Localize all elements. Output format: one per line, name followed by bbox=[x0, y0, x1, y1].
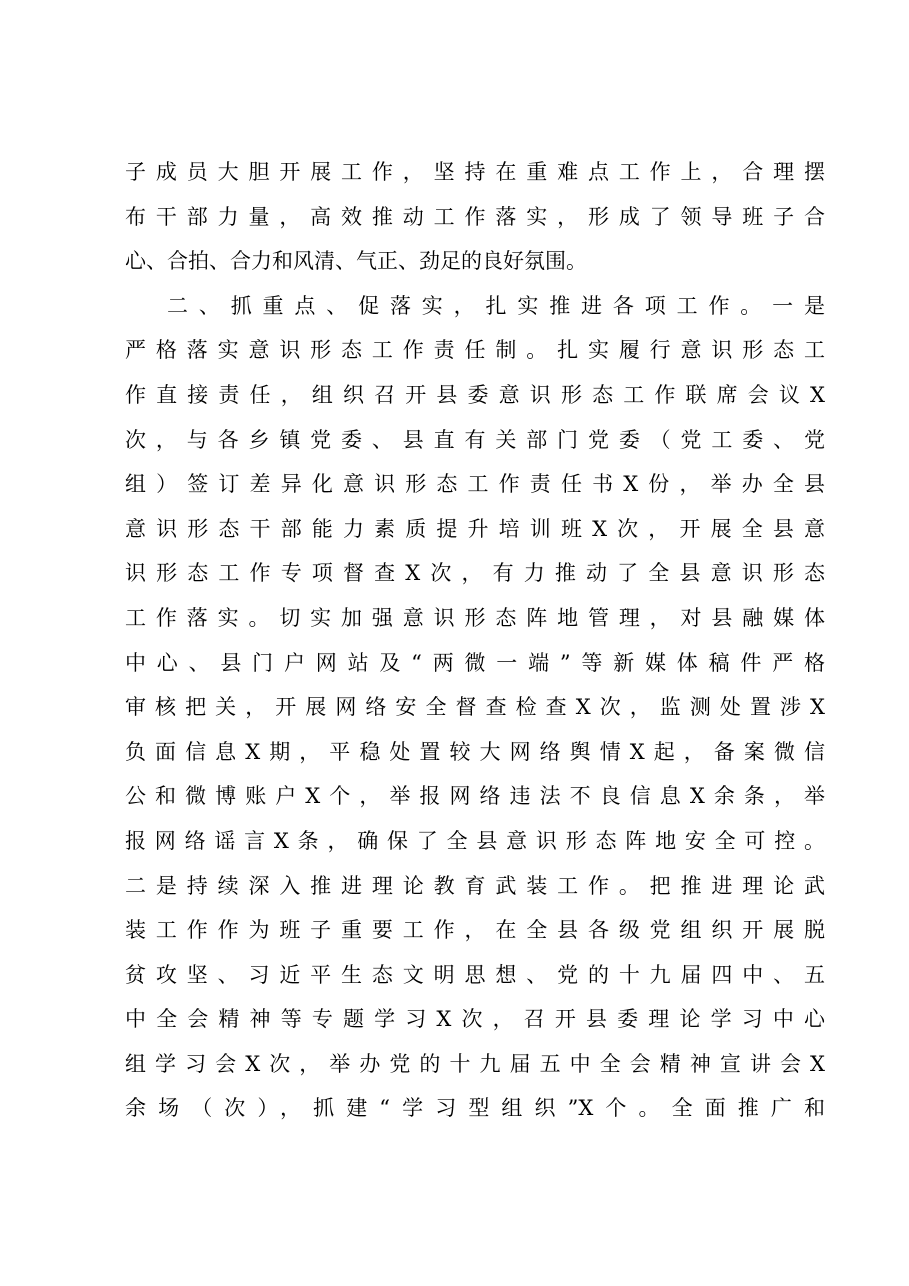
text-line: 报网络谣言X条，确保了全县意识形态阵地安全可控。 bbox=[125, 828, 825, 853]
text-line: 心、合拍、合力和风清、气正、劲足的良好氛围。 bbox=[125, 249, 587, 274]
text-line: 严格落实意识形态工作责任制。扎实履行意识形态工 bbox=[125, 338, 825, 363]
text-line: 工作落实。切实加强意识形态阵地管理，对县融媒体 bbox=[125, 605, 825, 630]
text-line: 公和微博账户X个，举报网络违法不良信息X余条，举 bbox=[125, 784, 825, 809]
text-line: 子成员大胆开展工作，坚持在重难点工作上，合理摆 bbox=[125, 160, 825, 184]
text-line: 意识形态干部能力素质提升培训班X次，开展全县意 bbox=[125, 516, 825, 541]
text-line: 组）签订差异化意识形态工作责任书X份，举办全县 bbox=[125, 472, 825, 497]
text-line: 识形态工作专项督查X次，有力推动了全县意识形态 bbox=[125, 561, 825, 586]
text-line: 布干部力量，高效推动工作落实，形成了领导班子合 bbox=[125, 204, 825, 229]
text-line: 负面信息X期，平稳处置较大网络舆情X起，备案微信 bbox=[125, 739, 825, 764]
text-line: 二是持续深入推进理论教育武装工作。把推进理论武 bbox=[125, 873, 825, 898]
text-line: 审核把关，开展网络安全督查检查X次，监测处置涉X bbox=[125, 695, 825, 720]
text-line: 贫攻坚、习近平生态文明思想、党的十九届四中、五 bbox=[125, 962, 825, 987]
text-line: 组学习会X次，举办党的十九届五中全会精神宣讲会X bbox=[125, 1051, 825, 1076]
text-line: 中心、县门户网站及“两微一端”等新媒体稿件严格 bbox=[125, 650, 825, 675]
text-line: 中全会精神等专题学习X次，召开县委理论学习中心 bbox=[125, 1007, 825, 1032]
body-text bbox=[125, 150, 825, 1131]
text-line: 次，与各乡镇党委、县直有关部门党委（党工委、党 bbox=[125, 427, 825, 452]
text-line: 装工作作为班子重要工作，在全县各级党组织开展脱 bbox=[125, 918, 825, 943]
text-line: 余场（次），抓建“学习型组织”X个。全面推广和 bbox=[125, 1096, 825, 1121]
paragraph-start-line: 二、抓重点、促落实，扎实推进各项工作。一是 bbox=[167, 293, 825, 318]
text-line: 作直接责任，组织召开县委意识形态工作联席会议X bbox=[125, 382, 825, 407]
